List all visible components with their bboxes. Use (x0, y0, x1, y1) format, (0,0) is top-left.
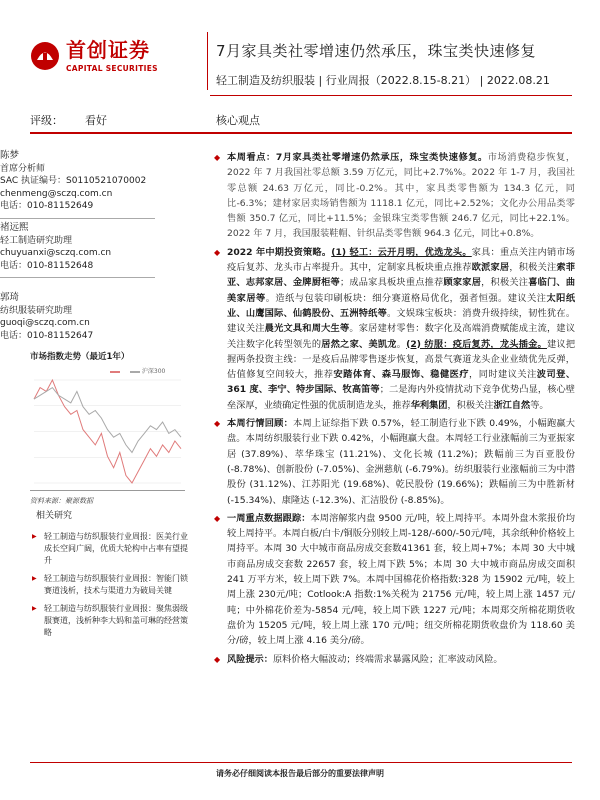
rating-row (30, 108, 572, 130)
bullet-heading: 本周看点： (227, 152, 276, 163)
bullet-weekly-focus (215, 150, 575, 242)
analyst-name: 陈梦 (0, 150, 20, 161)
bullet-text: ，积极关注 (447, 399, 494, 411)
analyst-name: 郭琦 (0, 292, 20, 303)
stock-highlight: 安踏体育、森马服饰、稳健医疗 (333, 369, 470, 381)
analyst-card (0, 222, 165, 278)
bullet-lead: 7月家具类社零增速仍然承压，珠宝类快速修复。 (275, 152, 488, 163)
report-subtitle: 轻工制造及纺织服装 | 行业周报（2022.8.15-8.21） | 2022.08.21 (216, 74, 550, 87)
analyst-role: 纺织服装研究助理 (0, 305, 73, 316)
chart-title: 市场指数走势（最近1年） (30, 352, 130, 362)
company-logo (30, 38, 200, 82)
analyst-card (0, 150, 165, 219)
analyst-role: 首席分析师 (0, 163, 46, 174)
stock-highlight: 居然之家、美凯龙 (321, 338, 397, 350)
legal-notice-footer: 请务必仔细阅读本报告最后部分的重要法律声明 (216, 769, 384, 778)
analyst-separator (0, 277, 155, 278)
analyst-cert: SAC 执证编号：S0110521070002 (0, 176, 147, 187)
analyst-card (0, 292, 165, 342)
analyst-email[interactable]: chuyuanxi@sczq.com.cn (0, 248, 112, 259)
light-industry-heading: (1) 轻工：云开月明，优选龙头。 (331, 246, 472, 258)
bullet-text: 。 (396, 338, 407, 350)
bullet-text: ，积极关注 (509, 262, 557, 274)
analyst-phone: 电话：010-81152649 (0, 201, 94, 212)
related-item[interactable]: ▶ 轻工制造与纺织服装行业周报：聚焦弱级服赛道，浅析种李大妈和盖可琳的经营策略 (30, 603, 190, 639)
chart-source: 资料来源：聚源数据 (30, 497, 93, 505)
stock-highlight: 华利集团 (410, 399, 448, 411)
bullet-text: ；二是海内外疫情扰动下竞争优势凸显，核心壁垒深厚，业绩确定性强的优质制造龙头，推荐 (227, 384, 575, 411)
bullet-text: ；成品家具板块重点推荐 (339, 277, 444, 289)
chart-plot (30, 374, 185, 489)
core-views-content (215, 150, 575, 670)
bullet-heading: 本周行情回顾： (227, 418, 294, 430)
legend-swatch-b (130, 371, 140, 373)
related-title: 相关研究 (36, 511, 73, 521)
logo-text-en: CAPITAL SECURITIES (66, 64, 158, 73)
header-rule (210, 95, 572, 96)
bullet-heading: 风险提示： (227, 653, 273, 665)
header-divider (207, 32, 208, 90)
analyst-role: 轻工制造研究助理 (0, 235, 73, 246)
bullet-text: 本周上证综指下跌 0.57%，轻工制造行业下跌 0.49%，小幅跑赢大盘。本周纺织服装行业下跌 0.42%，小幅跑赢大盘。本周轻工行业涨幅前三为亚振家居 (37.89%)、萃华珠宝 (11.21%)、文化长城 (11.2%)；跌幅前三为百亚股份 (-8.78%)、创新股份 (-7.05%)、金洲慈航 (-6.79%)。纺织服装行业涨幅前三为中潜股份 (31.12%)、江苏阳光 (19.68%)、乾民股份 (19.66%)；跌幅前三为中胜新材 (-15.34%)、康隆达 (-12.3%)、汇洁股份 (-8.85%)。 (227, 418, 575, 506)
related-research (30, 508, 190, 645)
rating-label: 评级： (30, 114, 63, 127)
analyst-phone: 电话：010-81152648 (0, 260, 94, 271)
legend-swatch-a (110, 371, 120, 373)
bullet-text: ，同时建议关注 (469, 369, 537, 381)
bullet-text: 等。 (530, 399, 549, 411)
analyst-email[interactable]: chenmeng@sczq.com.cn (0, 188, 113, 199)
logo-text-cn: 首创证券 (66, 38, 150, 62)
stock-highlight: 晨光文具和周大生等 (264, 323, 350, 335)
legend-label-b: 沪深300 (141, 368, 166, 375)
report-header (0, 0, 600, 110)
rating-rule (30, 132, 572, 134)
logo-mark-icon (30, 41, 60, 71)
bullet-data-tracking (215, 511, 575, 649)
core-views-title: 核心观点 (216, 114, 260, 127)
bullet-text: 家具：重点关注内销市场疫后复苏、龙头市占率提升。其中，定制家具板块重点推荐 (227, 246, 575, 274)
bullet-market-review (215, 416, 575, 508)
bullet-text: 本周溶解浆内盘 9500 元/吨，较上周持平。本周外盘木浆报价均较上周持平。本周白板/白卡/铜版分别较上周-128/-600/-50元/吨，其余纸种价格较上周持平。本周 30 大中城市商品房成交套数41361 套，较上周+7%；本周 30 大中城市商品房成交套数 22657 套，较上周下跌 5%；本周 30 大中城市商品房成交面积 241 万平方米，较上周下跌 7%。本周中国棉花价格指数:328 为 15902 元/吨，较上周上涨 230元/吨；Cotlook:A 指数:1%关税为 21756 元/吨，较上周上涨 1457 元/吨；中外棉花价差为-5854 元/吨，较上周下跌 1227 元/吨；本周郑交所棉花期货收盘价为 15205 元/吨，较上周上涨 170 元/吨；纽交所棉花期货收盘价为 118.60 美分/磅，较上周上涨 4.16 美分/磅。 (227, 512, 575, 647)
report-title: 7月家具类社零增速仍然承压，珠宝类快速修复 (216, 42, 537, 60)
stock-highlight: 喜临门、曲美家居等 (227, 277, 576, 304)
bullet-heading: 2022 年中期投资策略。 (227, 246, 332, 258)
bullet-mid-year-strategy (215, 245, 575, 413)
analyst-separator (0, 218, 155, 219)
chart-series-line-1 (34, 388, 181, 453)
bullet-text: 。家居建材零售：数字化及高端消费赋能成主流，建议关注数字化转型领先的 (227, 323, 576, 350)
stock-highlight: 索菲亚、志邦家居、金牌厨柜等 (227, 262, 576, 289)
stock-highlight: 顾家家居 (443, 277, 482, 289)
footer-rule (30, 762, 572, 763)
bullet-text: 。文娱珠宝板块：消费升级持续，韧性犹在。建议关注 (227, 307, 576, 335)
stock-highlight: 浙江自然 (493, 399, 531, 411)
analyst-email[interactable]: guoqi@sczq.com.cn (0, 318, 90, 329)
chart-rule (30, 490, 185, 491)
stock-highlight: 太阳纸业、山鹰国际、仙鹤股份、五洲特纸等 (227, 292, 576, 319)
rating-value: 看好 (85, 114, 107, 127)
analyst-name: 褚远熙 (0, 222, 29, 233)
bullet-text: 。造纸与包装印刷板块：细分赛道格局优化，强者恒强。建议关注 (265, 292, 547, 304)
textile-heading: (2) 纺服：疫后复苏，龙头插金。 (406, 338, 547, 350)
bullet-text: 原料价格大幅波动；终端需求暴露风险；汇率波动风险。 (272, 653, 503, 665)
bullet-heading: 一周重点数据跟踪： (227, 512, 311, 524)
bullet-risk-warning (215, 652, 575, 667)
stock-highlight: 波司登、361 度、李宁、特步国际、牧高笛等 (227, 369, 576, 396)
bullet-text: 建议把握两条投资主线：一是疫后品牌零售逐步恢复，高景气赛道龙头企业业绩优先反弹，估值修复空间较大，推荐 (227, 338, 576, 381)
related-item[interactable]: ▶ 轻工制造与纺织服装行业周报：智能门锁赛道浅析，技术与渠道力为破局关键 (30, 573, 190, 597)
analyst-phone: 电话：010-81152647 (0, 330, 94, 341)
related-item[interactable]: ▶ 轻工制造与纺织服装行业周报：医美行业成长空间广阔，优质大轮构中占率有望提升 (30, 531, 190, 567)
stock-highlight: 欧派家居 (471, 262, 510, 274)
bullet-text: ，积极关注 (481, 277, 529, 289)
bullet-text: 市场消费稳步恢复，2022 年 7 月我国社零总额 3.59 万亿元，同比+2.7%%。2022 年 1-7 月，我国社零总额 24.63 万亿元，同比-0.2%。其中，家具类零售额为 134.3 亿元，同比-6.3%；建材家居卖场销售额为 1118.1 亿元，同比+2.52%；文化办公用品类零售额 350.7 亿元，同比+11.5%；金银珠宝类零售额 246.7 亿元，同比+22.1%。2022 年 7 月，我国服装鞋帽、针织品类零售额 964.3 亿元，同比+0.8%。 (227, 152, 576, 240)
